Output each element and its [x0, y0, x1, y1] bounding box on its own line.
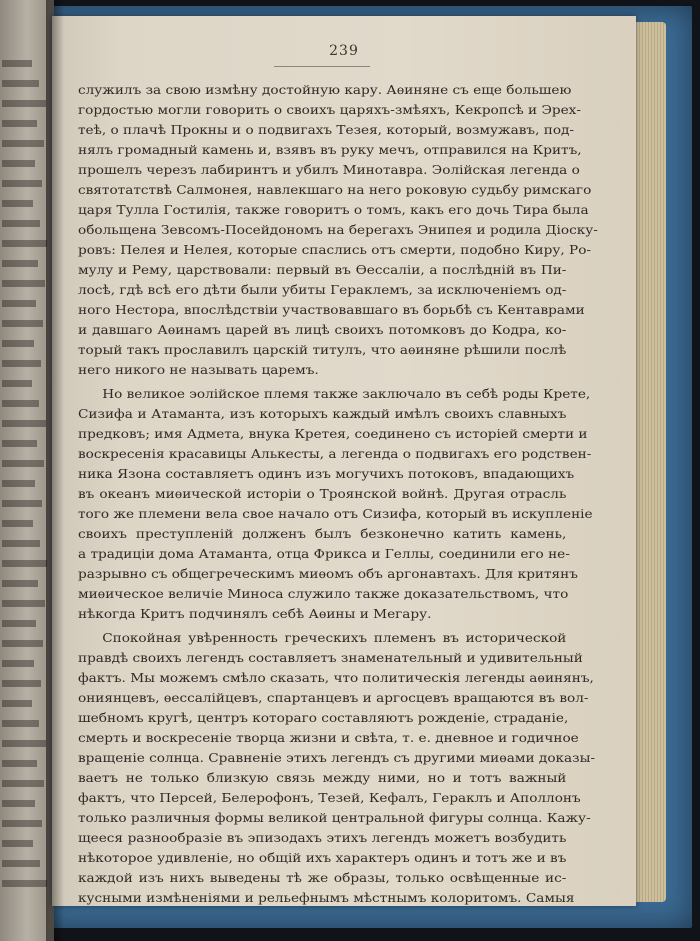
facing-page-text-stroke	[2, 420, 46, 427]
text-line: кусными измѣненіями и рельефнымъ мѣстнымъ колоритомъ. Самыя	[78, 890, 575, 905]
facing-page-text-stroke	[2, 160, 35, 167]
facing-page-text-stroke	[2, 480, 35, 487]
facing-page-text-stroke	[2, 880, 47, 887]
text-line: служилъ за свою измѣну достойную кару. Аѳиняне съ еще большею	[78, 82, 572, 97]
facing-page-text-stroke	[2, 720, 39, 727]
page-body	[78, 80, 598, 912]
facing-page-text-stroke	[2, 280, 45, 287]
facing-page-text-stroke	[2, 140, 44, 147]
text-line: вращеніе солнца. Сравненіе этихъ легендъ съ другими миѳами доказы-	[78, 750, 596, 765]
facing-page-text-stroke	[2, 60, 32, 67]
facing-page-text-stroke	[2, 640, 43, 647]
text-line: своихъ преступленій долженъ былъ безконечно катить камень,	[78, 526, 567, 541]
text-line: прошелъ черезъ лабиринтъ и убилъ Минотавра. Эолійская легенда о	[78, 162, 580, 177]
text-line: воскресенія красавицы Алькесты, а легенда о подвигахъ его родствен-	[78, 446, 592, 461]
facing-page-text-stroke	[2, 520, 33, 527]
facing-page-text-stroke	[2, 80, 39, 87]
facing-page-text-stroke	[2, 200, 33, 207]
facing-page-text-stroke	[2, 400, 39, 407]
text-line: святотатствѣ Салмонея, навлекшаго на него роковую судьбу римскаго	[78, 182, 592, 197]
facing-page-text-stroke	[2, 220, 40, 227]
text-line: каждой изъ нихъ выведены тѣ же образы, только освѣщенные ис-	[78, 870, 567, 885]
facing-page-text-stroke	[2, 540, 40, 547]
facing-page-text-stroke	[2, 620, 36, 627]
facing-page-text-stroke	[2, 580, 38, 587]
facing-page-text-stroke	[2, 120, 37, 127]
facing-page-text-stroke	[2, 100, 46, 107]
text-line: Но великое эолійское племя также заключало въ себѣ роды Крете,	[102, 386, 591, 401]
text-line: ваетъ не только близкую связь между ними, но и тотъ важный	[78, 770, 567, 785]
facing-page-text-stroke	[2, 680, 41, 687]
text-line: а традиціи дома Атаманта, отца Фрикса и Геллы, соединили его не-	[78, 546, 570, 561]
text-line: Сизифа и Атаманта, изъ которыхъ каждый имѣлъ своихъ славныхъ	[78, 406, 567, 421]
text-line: нѣкоторое удивленіе, но общій ихъ характеръ одинъ и тотъ же и въ	[78, 850, 567, 865]
text-line: нялъ громадный камень и, взявъ въ руку мечъ, отправился на Критъ,	[78, 142, 582, 157]
text-line: шебномъ кругѣ, центръ котораго составляютъ рожденіе, страданіе,	[78, 710, 569, 725]
text-line: теѣ, о плачѣ Прокны и о подвигахъ Тезея, который, возмужавъ, под-	[78, 122, 575, 137]
facing-page-text-stroke	[2, 340, 34, 347]
text-line: щееся разнообразіе въ эпизодахъ этихъ легендъ можетъ возбудить	[78, 830, 567, 845]
facing-page-text-stroke	[2, 840, 33, 847]
text-line: ровъ: Пелея и Нелея, которые спаслись отъ смерти, подобно Киру, Ро-	[78, 242, 592, 257]
text-line: ониянцевъ, ѳессалійцевъ, спартанцевъ и аргосцевъ вращаются въ вол-	[78, 690, 589, 705]
text-line: торый такъ прославилъ царскій титулъ, что аѳиняне рѣшили послѣ	[78, 342, 567, 357]
text-line: правдѣ своихъ легендъ составляетъ знаменательный и удивительный	[78, 650, 583, 665]
text-line: смерть и воскресеніе творца жизни и свѣта, т. е. дневное и годичное	[78, 730, 579, 745]
facing-page-text-stroke	[2, 440, 37, 447]
text-line: и давшаго Аѳинамъ царей въ лицѣ своихъ потомковъ до Кодра, ко-	[78, 322, 567, 337]
text-line: него никого не называть царемъ.	[78, 362, 319, 377]
facing-page-text-stroke	[2, 460, 44, 467]
facing-page-text-stroke	[2, 600, 45, 607]
facing-page-text-stroke	[2, 860, 40, 867]
text-line: только различныя формы великой центральной фигуры солнца. Кажу-	[78, 810, 591, 825]
text-line: фактъ. Мы можемъ смѣло сказать, что политическія легенды аѳинянъ,	[78, 670, 594, 685]
book-gutter-shadow	[46, 0, 64, 941]
facing-page-text-stroke	[2, 240, 47, 247]
text-line: предковъ; имя Адмета, внука Кретея, соединено съ исторіей смерти и	[78, 426, 588, 441]
text-line: гордостью могли говорить о своихъ царяхъ-змѣяхъ, Кекропсѣ и Эрех-	[78, 102, 581, 117]
facing-page-text-stroke	[2, 700, 32, 707]
facing-page-text-stroke	[2, 180, 42, 187]
text-line: разрывно съ общегреческимъ миѳомъ объ аргонавтахъ. Для критянъ	[78, 566, 578, 581]
text-line: того же племени вела свое начало отъ Сизифа, который въ искупленіе	[78, 506, 593, 521]
facing-page-text-stroke	[2, 780, 44, 787]
text-line: царя Тулла Гостилія, также говоритъ о томъ, какъ его дочь Тира была	[78, 202, 589, 217]
text-line: лосѣ, гдѣ всѣ его дѣти были убиты Гераклемъ, за исключеніемъ од-	[78, 282, 567, 297]
facing-page-text-stroke	[2, 820, 42, 827]
text-line: миѳическое величіе Миноса служило также доказательствомъ, что	[78, 586, 569, 601]
text-line: ника Язона составляетъ одинъ изъ могучихъ потоковъ, впадающихъ	[78, 466, 575, 481]
facing-page-text-stroke	[2, 360, 41, 367]
text-line: мулу и Рему, царствовали: первый въ Ѳессаліи, а послѣдній въ Пи-	[78, 262, 567, 277]
page-number: 239	[329, 43, 359, 59]
facing-page-text-stroke	[2, 320, 43, 327]
facing-page-text-stroke	[2, 800, 35, 807]
text-line: нѣкогда Критъ подчинялъ себѣ Аѳины и Мегару.	[78, 606, 432, 621]
facing-page-text-stroke	[2, 300, 36, 307]
text-line: Спокойная увѣренность греческихъ племенъ въ исторической	[102, 630, 567, 645]
text-paragraph	[78, 80, 598, 380]
facing-page-text-stroke	[2, 500, 42, 507]
text-line: фактъ, что Персей, Белерофонъ, Тезей, Кефалъ, Гераклъ и Аполлонъ	[78, 790, 581, 805]
text-line: ного Нестора, впослѣдствіи участвовавшаго въ борьбѣ съ Кентаврами	[78, 302, 585, 317]
text-paragraph	[78, 384, 593, 624]
facing-page-text-stroke	[2, 740, 46, 747]
facing-page-text-stroke	[2, 380, 32, 387]
book-page	[52, 16, 636, 906]
facing-page-text-stroke	[2, 760, 37, 767]
text-paragraph	[78, 628, 596, 908]
facing-page-text-stroke	[2, 660, 34, 667]
text-line: въ океанъ миѳической исторіи о Троянской войнѣ. Другая отрасль	[78, 486, 567, 501]
facing-page-text-stroke	[2, 560, 47, 567]
header-rule	[274, 66, 370, 67]
facing-page-text-stroke	[2, 260, 38, 267]
text-line: обольщена Зевсомъ-Посейдономъ на берегахъ Энипея и родила Діоску-	[78, 222, 598, 237]
